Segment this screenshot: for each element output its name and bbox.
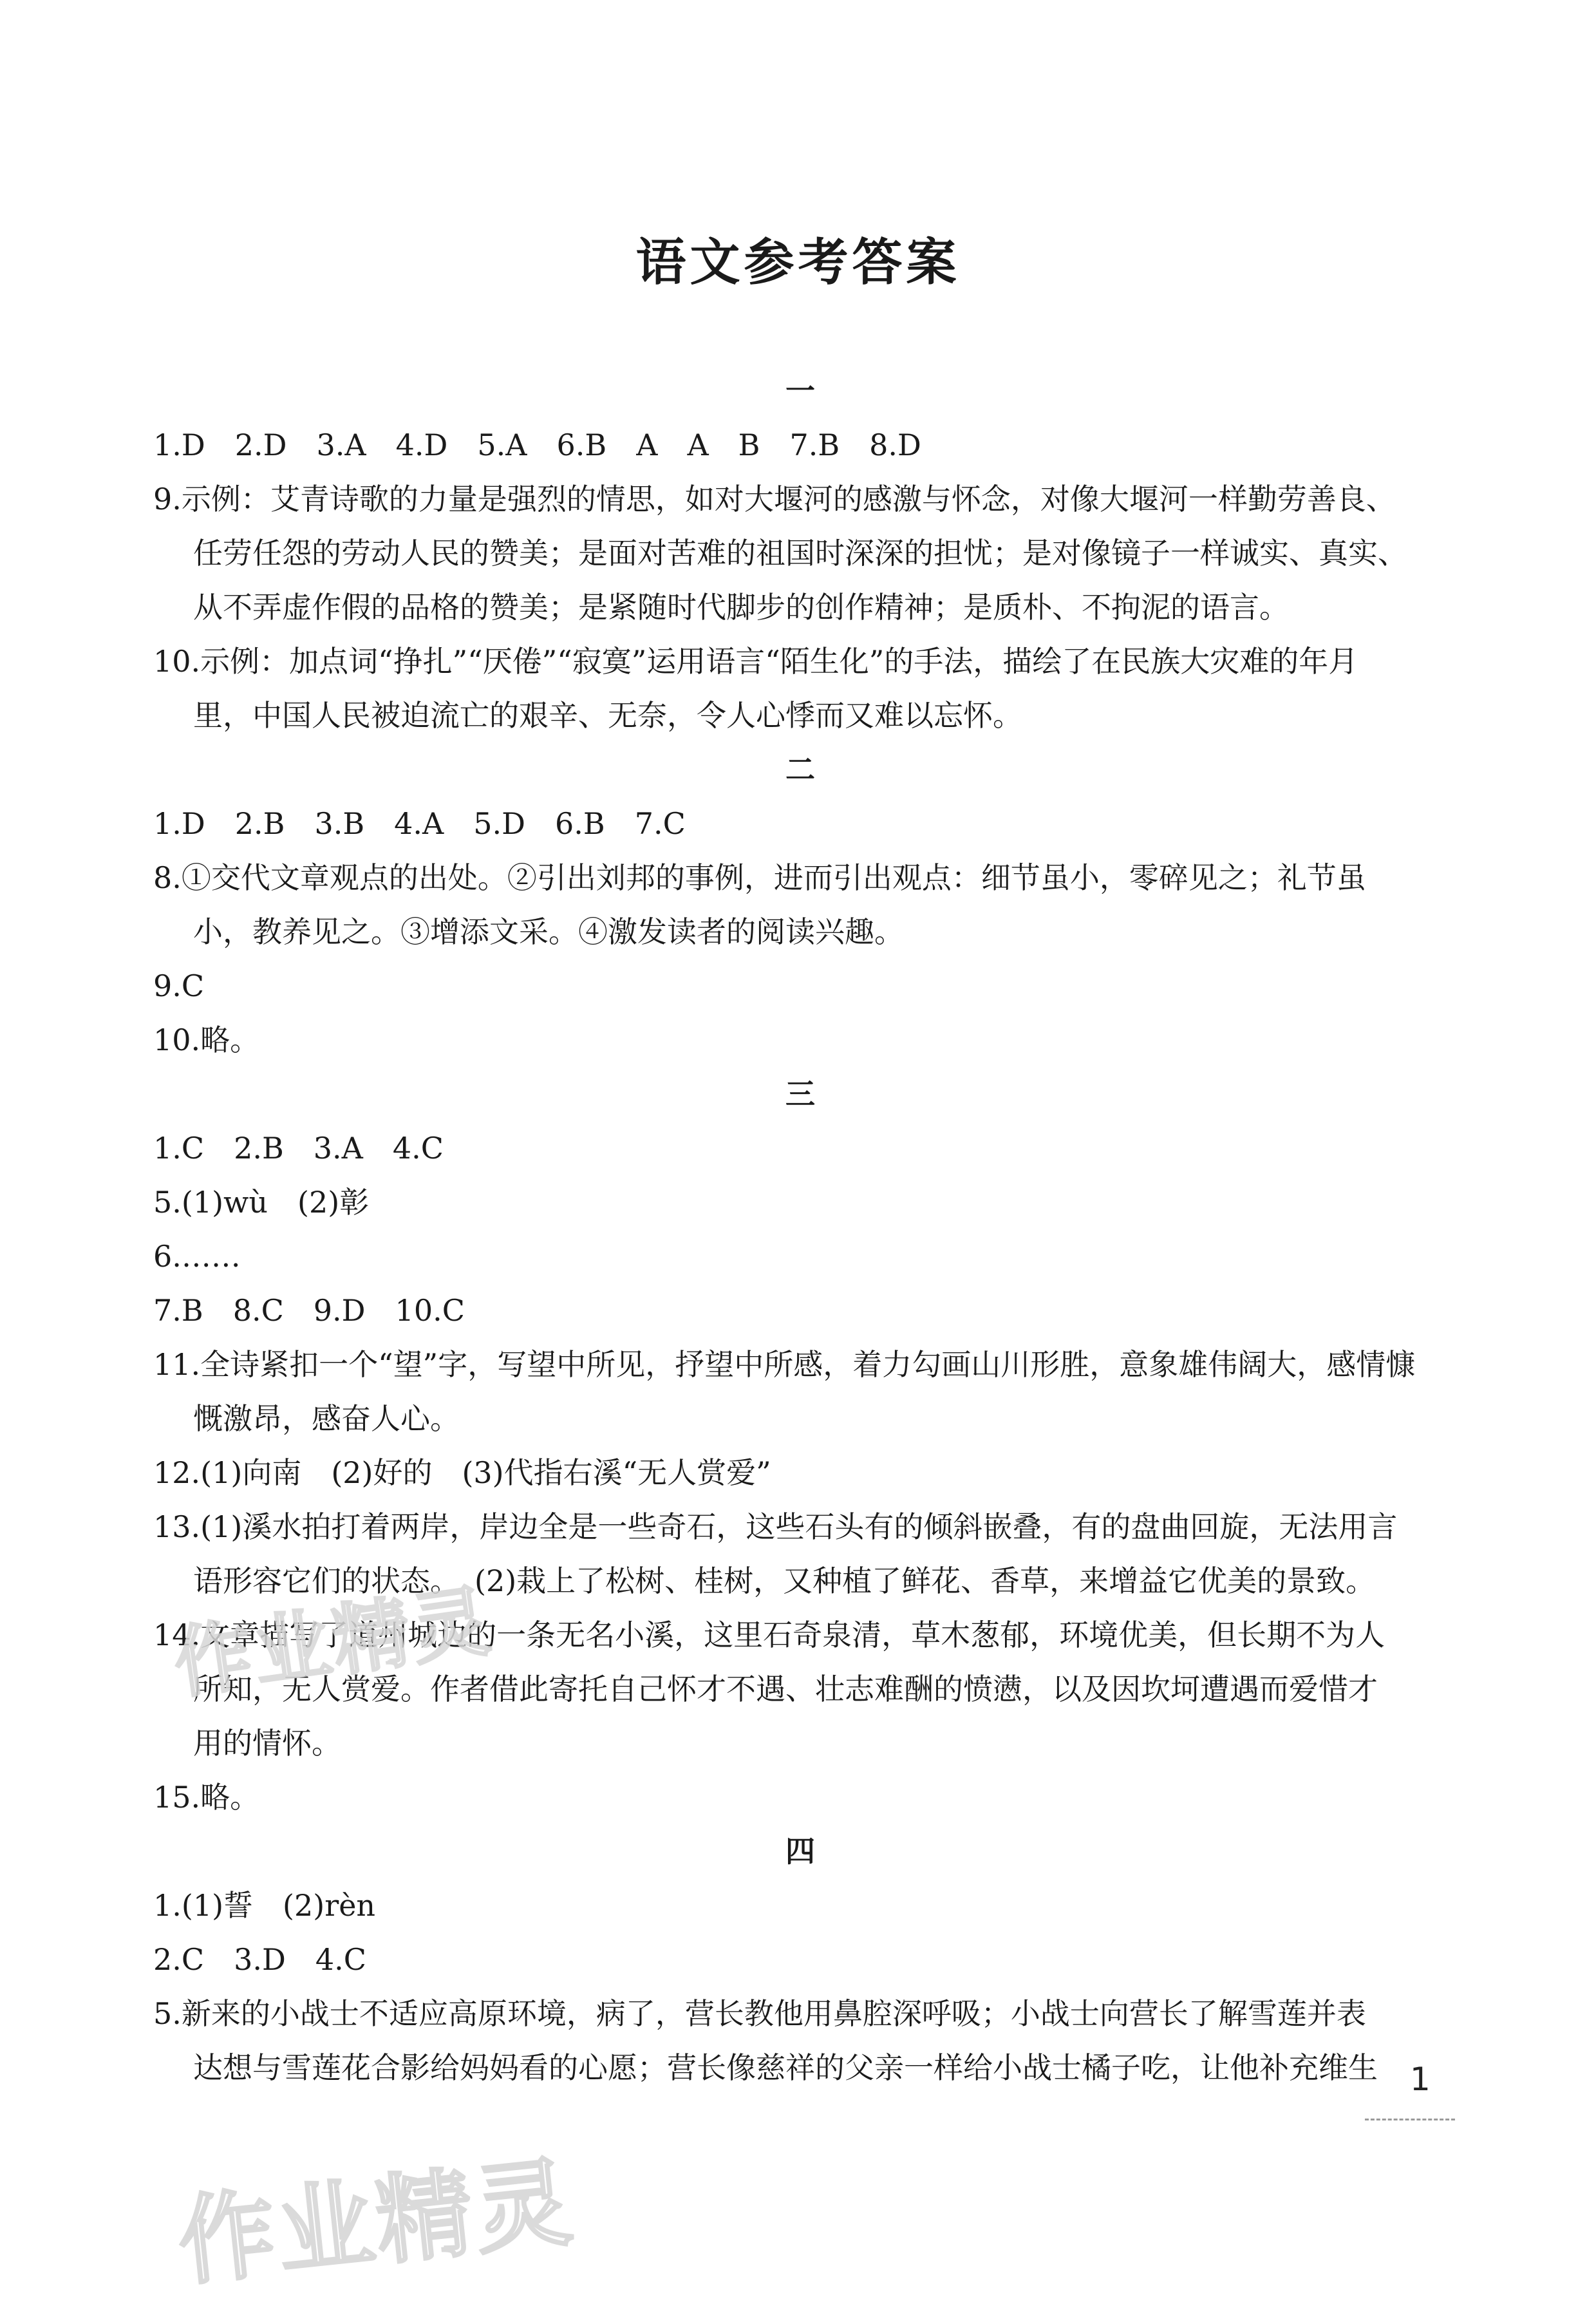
answer-line: 15.略。 (153, 1780, 260, 1815)
answer-line: 所知，无人赏爱。作者借此寄托自己怀才不遇、壮志难酬的愤懑，以及因坎坷遭遇而爱惜才 (193, 1672, 1378, 1706)
answer-line: 任劳任怨的劳动人民的赞美；是面对苦难的祖国时深深的担忧；是对像镜子一样诚实、真实、 (193, 536, 1407, 571)
answer-line: 10.示例：加点词“挣扎”“厌倦”“寂寞”运用语言“陌生化”的手法，描绘了在民族大灾难的年月 (153, 644, 1358, 679)
answer-line: 14.文章描写了道州城边的一条无名小溪，这里石奇泉清，草木葱郁，环境优美，但长期不为人 (153, 1618, 1385, 1652)
section-heading-3: 三 (785, 1077, 815, 1111)
section-heading-2: 二 (785, 752, 815, 787)
answer-line: 1.D 2.B 3.B 4.A 5.D 6.B 7.C (153, 806, 686, 841)
answer-line: 里，中国人民被迫流亡的艰辛、无奈，令人心悸而又难以忘怀。 (193, 698, 1022, 733)
answer-line: 1.D 2.D 3.A 4.D 5.A 6.B A A B 7.B 8.D (153, 428, 921, 462)
section-heading-4: 四 (785, 1834, 815, 1869)
answer-line: 小，教养见之。③增添文采。④激发读者的阅读兴趣。 (193, 914, 904, 949)
answer-line: 8.①交代文章观点的出处。②引出刘邦的事例，进而引出观点：细节虽小，零碎见之；礼节虽 (153, 860, 1366, 895)
watermark-logo: 作业精灵 (169, 1576, 498, 1710)
answer-line: 11.全诗紧扣一个“望”字，写望中所见，抒望中所感，着力勾画山川形胜，意象雄伟阔大，感情慷 (153, 1347, 1416, 1382)
answer-line: 13.(1)溪水拍打着两岸，岸边全是一些奇石，这些石头有的倾斜嵌叠，有的盘曲回旋，无法用言 (153, 1509, 1398, 1544)
answer-line: 12.(1)向南 (2)好的 (3)代指右溪“无人赏爱” (153, 1455, 771, 1490)
answer-line: 1.(1)誓 (2)rèn (153, 1888, 376, 1923)
answer-line: 6.…… (153, 1239, 241, 1274)
answer-line: 1.C 2.B 3.A 4.C (153, 1131, 444, 1166)
answer-line: 从不弄虚作假的品格的赞美；是紧随时代脚步的创作精神；是质朴、不拘泥的语言。 (193, 590, 1289, 625)
answer-line: 9.示例：艾青诗歌的力量是强烈的情思，如对大堰河的感激与怀念，对像大堰河一样勤劳善良、 (153, 482, 1396, 516)
section-heading-1: 一 (785, 373, 815, 408)
answer-line: 慨激昂，感奋人心。 (193, 1401, 460, 1436)
answer-line: 用的情怀。 (193, 1726, 341, 1761)
answer-content (153, 364, 1447, 2095)
answer-line: 10.略。 (153, 1023, 260, 1057)
watermark-logo: 作业精灵 (173, 2146, 579, 2299)
answer-line: 5.新来的小战士不适应高原环境，病了，营长教他用鼻腔深呼吸；小战士向营长了解雪莲并表 (153, 1996, 1366, 2031)
page-number-divider (1365, 2119, 1455, 2120)
answer-line: 9.C (153, 968, 205, 1003)
answer-line: 2.C 3.D 4.C (153, 1942, 366, 1977)
page-number: 1 (1410, 2061, 1431, 2098)
answer-line: 语形容它们的状态。 (2)栽上了松树、桂树，又种植了鲜花、香草，来增益它优美的景致。 (193, 1563, 1376, 1598)
page-title: 语文参考答案 (635, 233, 961, 292)
answer-line: 5.(1)wù (2)彰 (153, 1185, 370, 1220)
answer-line: 达想与雪莲花合影给妈妈看的心愿；营长像慈祥的父亲一样给小战士橘子吃，让他补充维生 (193, 2050, 1378, 2085)
answer-line: 7.B 8.C 9.D 10.C (153, 1293, 465, 1328)
